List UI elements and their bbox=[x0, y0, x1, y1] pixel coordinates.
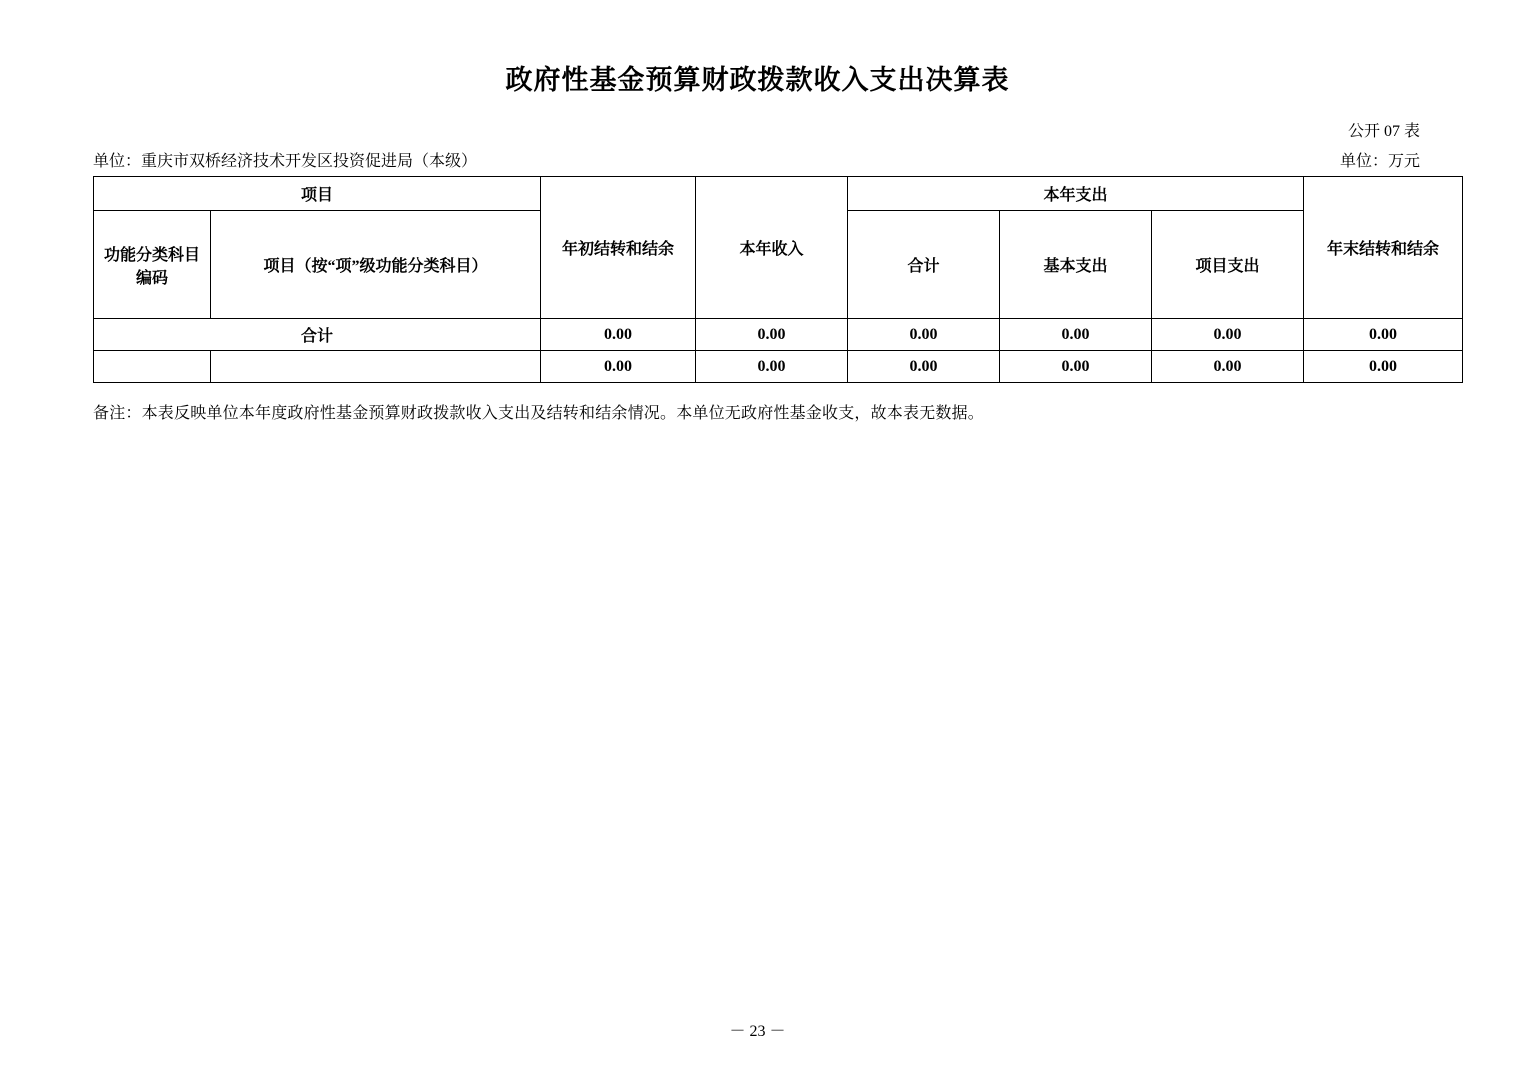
table-row bbox=[94, 351, 1463, 383]
table-row bbox=[94, 319, 1463, 351]
row-total-label: 合计 bbox=[94, 319, 541, 351]
header-end-balance: 年末结转和结余 bbox=[1304, 177, 1463, 319]
row-total-project-expenditure: 0.00 bbox=[1152, 319, 1304, 351]
sheet-number: 公开 07 表 bbox=[1347, 123, 1420, 140]
header-function-code-line2: 编码 bbox=[135, 269, 168, 287]
header-current-year-expenditure-group: 本年支出 bbox=[848, 177, 1304, 211]
row-total-end-balance: 0.00 bbox=[1304, 319, 1463, 351]
table-header-group-row bbox=[94, 177, 1463, 211]
row-2-project-expenditure: 0.00 bbox=[1152, 351, 1304, 383]
unit-measure: 单位：万元 bbox=[1339, 153, 1420, 170]
row-2-year-income: 0.00 bbox=[696, 351, 848, 383]
unit-name: 单位：重庆市双桥经济技术开发区投资促进局（本级） bbox=[93, 153, 478, 170]
header-expenditure-total: 合计 bbox=[848, 211, 1000, 319]
header-begin-balance: 年初结转和结余 bbox=[541, 177, 696, 319]
row-2-end-balance: 0.00 bbox=[1304, 351, 1463, 383]
row-total-begin-balance: 0.00 bbox=[541, 319, 696, 351]
header-year-income: 本年收入 bbox=[696, 177, 848, 319]
row-2-expenditure-total: 0.00 bbox=[848, 351, 1000, 383]
financial-table-container bbox=[93, 176, 1440, 383]
row-total-expenditure-total: 0.00 bbox=[848, 319, 1000, 351]
row-total-basic-expenditure: 0.00 bbox=[1000, 319, 1152, 351]
header-function-code-line1: 功能分类科目 bbox=[103, 246, 200, 264]
header-function-code bbox=[94, 211, 211, 319]
header-project-group: 项目 bbox=[94, 177, 541, 211]
header-project-expenditure: 项目支出 bbox=[1152, 211, 1304, 319]
page-title: 政府性基金预算财政拨款收入支出决算表 bbox=[505, 65, 1010, 95]
row-2-basic-expenditure: 0.00 bbox=[1000, 351, 1152, 383]
financial-table bbox=[93, 176, 1463, 383]
row-total-year-income: 0.00 bbox=[696, 319, 848, 351]
row-2-code bbox=[94, 351, 211, 383]
meta-row bbox=[93, 148, 1420, 171]
row-2-begin-balance: 0.00 bbox=[541, 351, 696, 383]
header-basic-expenditure: 基本支出 bbox=[1000, 211, 1152, 319]
page-number: － 23 － bbox=[729, 1023, 786, 1040]
header-project-item: 项目（按“项”级功能分类科目） bbox=[211, 211, 541, 319]
row-2-label bbox=[211, 351, 541, 383]
table-note: 备注：本表反映单位本年度政府性基金预算财政拨款收入支出及结转和结余情况。本单位无政府性基金收支，故本表无数据。 bbox=[93, 405, 985, 422]
